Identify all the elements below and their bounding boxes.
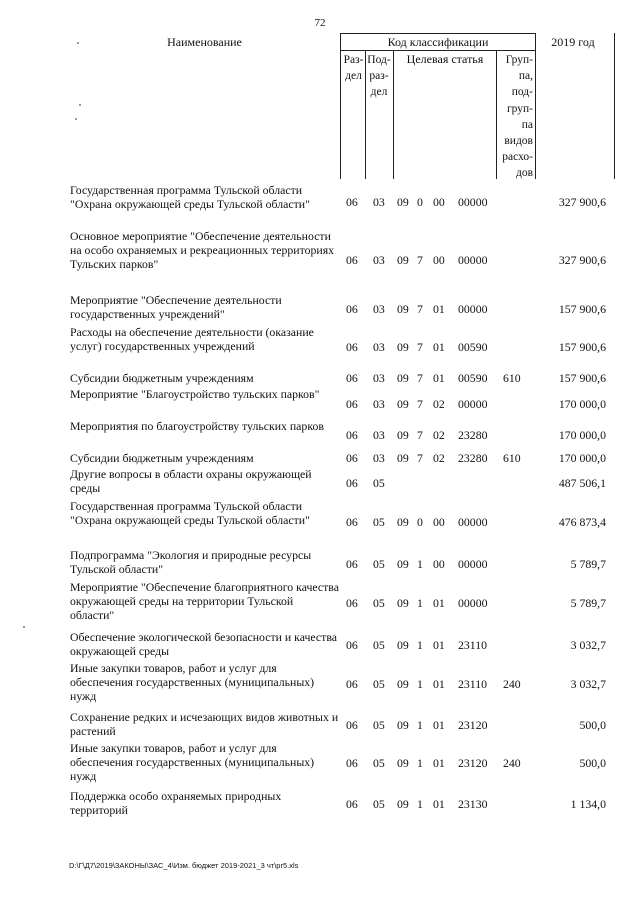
- activity-code: 00: [433, 515, 445, 529]
- subprogram-code: 7: [417, 371, 423, 385]
- amount-2019: 157 900,6: [558, 371, 606, 385]
- scan-speck: [77, 42, 79, 44]
- podrazdel-code: 05: [373, 557, 385, 571]
- scan-speck: [23, 626, 25, 628]
- activity-code: 02: [433, 428, 445, 442]
- podrazdel-code: 05: [373, 515, 385, 529]
- amount-2019: 170 000,0: [558, 397, 606, 411]
- row-name: Субсидии бюджетным учреждениям: [70, 371, 254, 385]
- scan-speck: [79, 104, 81, 106]
- row-name: Обеспечение экологической безопасности и качества окружающей среды: [70, 630, 337, 658]
- row-name: Иные закупки товаров, работ и услуг для обеспечения государственных (муниципальных) нужд: [70, 741, 315, 783]
- razdel-code: 06: [346, 371, 358, 385]
- direction-code: 23120: [458, 756, 488, 770]
- subprogram-code: 1: [417, 718, 423, 732]
- subprogram-code: 7: [417, 428, 423, 442]
- row-name: Иные закупки товаров, работ и услуг для обеспечения государственных (муниципальных) нужд: [70, 661, 315, 703]
- direction-code: 00000: [458, 515, 488, 529]
- row-name: Государственная программа Тульской области "Охрана окружающей среды Тульской области": [70, 499, 310, 527]
- header-divider-podrazdel: [393, 50, 394, 179]
- program-code: 09: [397, 451, 409, 465]
- header-divider-right: [614, 33, 615, 179]
- amount-2019: 3 032,7: [570, 638, 606, 652]
- podrazdel-code: 03: [373, 340, 385, 354]
- activity-code: 01: [433, 756, 445, 770]
- podrazdel-code: 03: [373, 253, 385, 267]
- amount-2019: 1 134,0: [570, 797, 606, 811]
- direction-code: 00000: [458, 195, 488, 209]
- direction-code: 00000: [458, 557, 488, 571]
- razdel-code: 06: [346, 428, 358, 442]
- row-name: Другие вопросы в области охраны окружающей среды: [70, 467, 312, 495]
- subprogram-code: 7: [417, 302, 423, 316]
- subprogram-code: 7: [417, 253, 423, 267]
- scan-speck: [75, 118, 77, 120]
- activity-code: 00: [433, 557, 445, 571]
- program-code: 09: [397, 340, 409, 354]
- direction-code: 23120: [458, 718, 488, 732]
- program-code: 09: [397, 302, 409, 316]
- program-code: 09: [397, 677, 409, 691]
- subprogram-code: 7: [417, 397, 423, 411]
- header-razdel: Раз- дел: [343, 54, 364, 82]
- header-top-border: [340, 33, 536, 34]
- row-name: Подпрограмма "Экология и природные ресурсы Тульской области": [70, 548, 312, 576]
- row-name: Сохранение редких и исчезающих видов животных и растений: [70, 710, 339, 738]
- program-code: 09: [397, 428, 409, 442]
- activity-code: 01: [433, 677, 445, 691]
- razdel-code: 06: [346, 397, 358, 411]
- direction-code: 00590: [458, 340, 488, 354]
- row-name: Мероприятие "Обеспечение благоприятного качества окружающей среды на территории Тульской области": [70, 580, 339, 622]
- razdel-code: 06: [346, 638, 358, 652]
- direction-code: 00590: [458, 371, 488, 385]
- row-name: Мероприятия по благоустройству тульских парков: [70, 419, 324, 433]
- podrazdel-code: 03: [373, 451, 385, 465]
- podrazdel-code: 03: [373, 397, 385, 411]
- subprogram-code: 1: [417, 638, 423, 652]
- amount-2019: 500,0: [579, 718, 606, 732]
- amount-2019: 3 032,7: [570, 677, 606, 691]
- header-name: Наименование: [167, 35, 242, 49]
- header-code: Код классификации: [387, 35, 489, 49]
- razdel-code: 06: [346, 557, 358, 571]
- subprogram-code: 1: [417, 596, 423, 610]
- razdel-code: 06: [346, 302, 358, 316]
- direction-code: 00000: [458, 253, 488, 267]
- program-code: 09: [397, 195, 409, 209]
- amount-2019: 170 000,0: [558, 451, 606, 465]
- direction-code: 23110: [458, 638, 488, 652]
- podrazdel-code: 05: [373, 476, 385, 490]
- razdel-code: 06: [346, 596, 358, 610]
- amount-2019: 5 789,7: [570, 596, 606, 610]
- podrazdel-code: 03: [373, 371, 385, 385]
- subprogram-code: 1: [417, 756, 423, 770]
- activity-code: 01: [433, 596, 445, 610]
- razdel-code: 06: [346, 476, 358, 490]
- subprogram-code: 7: [417, 340, 423, 354]
- direction-code: 23130: [458, 797, 488, 811]
- program-code: 09: [397, 596, 409, 610]
- program-code: 09: [397, 557, 409, 571]
- row-name: Субсидии бюджетным учреждениям: [70, 451, 254, 465]
- expense-group-code: 240: [503, 677, 521, 691]
- expense-group-code: 610: [503, 451, 521, 465]
- expense-group-code: 240: [503, 756, 521, 770]
- podrazdel-code: 05: [373, 756, 385, 770]
- row-name: Поддержка особо охраняемых природных территорий: [70, 789, 282, 817]
- program-code: 09: [397, 371, 409, 385]
- program-code: 09: [397, 718, 409, 732]
- program-code: 09: [397, 253, 409, 267]
- program-code: 09: [397, 797, 409, 811]
- razdel-code: 06: [346, 718, 358, 732]
- razdel-code: 06: [346, 195, 358, 209]
- podrazdel-code: 05: [373, 596, 385, 610]
- razdel-code: 06: [346, 515, 358, 529]
- page-number: 72: [314, 17, 326, 29]
- direction-code: 23280: [458, 451, 488, 465]
- expense-group-code: 610: [503, 371, 521, 385]
- podrazdel-code: 03: [373, 302, 385, 316]
- direction-code: 00000: [458, 302, 488, 316]
- program-code: 09: [397, 515, 409, 529]
- amount-2019: 327 900,6: [558, 195, 606, 209]
- row-name: Расходы на обеспечение деятельности (оказание услуг) государственных учреждений: [70, 325, 314, 353]
- program-code: 09: [397, 756, 409, 770]
- header-year: 2019 год: [551, 35, 595, 49]
- file-path-footer: D:\Г\Д7\2019\ЗАКОНЫ\ЗАС_4\Изм. бюджет 2019-2021_3 чт\pr5.xls: [69, 861, 299, 870]
- activity-code: 02: [433, 397, 445, 411]
- row-name: Мероприятие "Благоустройство тульских парков": [70, 387, 320, 401]
- amount-2019: 500,0: [579, 756, 606, 770]
- podrazdel-code: 05: [373, 677, 385, 691]
- podrazdel-code: 05: [373, 718, 385, 732]
- amount-2019: 170 000,0: [558, 428, 606, 442]
- activity-code: 02: [433, 451, 445, 465]
- subprogram-code: 0: [417, 195, 423, 209]
- amount-2019: 5 789,7: [570, 557, 606, 571]
- row-name: Мероприятие "Обеспечение деятельности государственных учреждений": [70, 293, 282, 321]
- row-name: Государственная программа Тульской области "Охрана окружающей среды Тульской области": [70, 183, 310, 211]
- activity-code: 01: [433, 797, 445, 811]
- podrazdel-code: 05: [373, 638, 385, 652]
- activity-code: 01: [433, 302, 445, 316]
- header-target-article: Целевая статья: [406, 52, 484, 66]
- subprogram-code: 1: [417, 797, 423, 811]
- direction-code: 23110: [458, 677, 488, 691]
- direction-code: 00000: [458, 397, 488, 411]
- activity-code: 01: [433, 371, 445, 385]
- program-code: 09: [397, 397, 409, 411]
- subprogram-code: 1: [417, 677, 423, 691]
- amount-2019: 157 900,6: [558, 302, 606, 316]
- header-expense-group: Груп- па, под- груп- па видов расхо- дов: [502, 54, 533, 180]
- header-podrazdel: Под- раз- дел: [367, 54, 391, 98]
- row-name: Основное мероприятие "Обеспечение деятельности на особо охраняемых и рекреационных территориях Тульских парков": [70, 229, 335, 271]
- amount-2019: 487 506,1: [558, 476, 606, 490]
- razdel-code: 06: [346, 340, 358, 354]
- header-code-divider: [340, 50, 536, 51]
- razdel-code: 06: [346, 756, 358, 770]
- podrazdel-code: 05: [373, 797, 385, 811]
- razdel-code: 06: [346, 797, 358, 811]
- razdel-code: 06: [346, 677, 358, 691]
- header-divider-name: [340, 33, 341, 179]
- direction-code: 23280: [458, 428, 488, 442]
- header-divider-group: [535, 33, 536, 179]
- podrazdel-code: 03: [373, 195, 385, 209]
- activity-code: 01: [433, 340, 445, 354]
- activity-code: 00: [433, 195, 445, 209]
- amount-2019: 476 873,4: [558, 515, 606, 529]
- activity-code: 00: [433, 253, 445, 267]
- amount-2019: 327 900,6: [558, 253, 606, 267]
- razdel-code: 06: [346, 253, 358, 267]
- activity-code: 01: [433, 718, 445, 732]
- podrazdel-code: 03: [373, 428, 385, 442]
- subprogram-code: 7: [417, 451, 423, 465]
- direction-code: 00000: [458, 596, 488, 610]
- activity-code: 01: [433, 638, 445, 652]
- subprogram-code: 1: [417, 557, 423, 571]
- amount-2019: 157 900,6: [558, 340, 606, 354]
- program-code: 09: [397, 638, 409, 652]
- subprogram-code: 0: [417, 515, 423, 529]
- razdel-code: 06: [346, 451, 358, 465]
